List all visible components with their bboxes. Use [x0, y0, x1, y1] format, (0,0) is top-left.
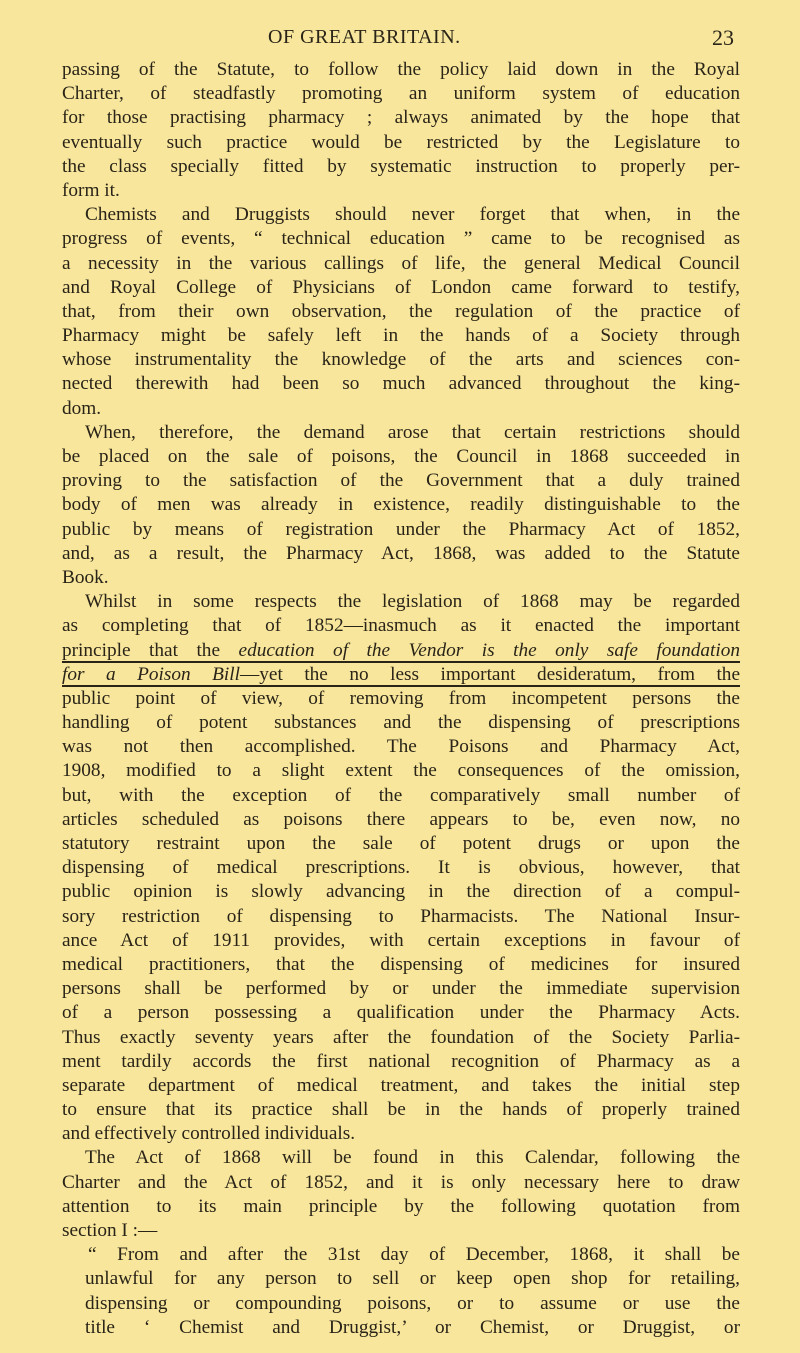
text-line: public by means of registration under the Pharmacy Act of 1852,: [62, 518, 740, 540]
text-segment: —yet the no less important desideratum, from the: [240, 663, 740, 685]
text-line: When, therefore, the demand arose that certain restrictions should: [85, 421, 740, 443]
text-line: body of men was already in existence, readily distinguishable to the: [62, 494, 740, 516]
body-text: [62, 58, 740, 1340]
text-line: Whilst in some respects the legislation of 1868 may be regarded: [85, 591, 740, 613]
text-line: public point of view, of removing from incompetent persons the: [62, 687, 740, 709]
text-line: was not then accomplished. The Poisons and Pharmacy Act,: [62, 736, 740, 758]
text-line: 1908, modified to a slight extent the consequences of the omission,: [62, 760, 740, 782]
text-line: The Act of 1868 will be found in this Calendar, following the: [85, 1147, 740, 1169]
text-line: “ From and after the 31st day of December, 1868, it shall be: [88, 1244, 740, 1266]
text-line: be placed on the sale of poisons, the Council in 1868 succeeded in: [62, 446, 740, 467]
text-line: whose instrumentality the knowledge of the arts and sciences con-: [62, 349, 740, 371]
text-line: nected therewith had been so much advanced throughout the king-: [62, 373, 740, 395]
text-line: persons shall be performed by or under the immediate supervision: [62, 978, 740, 1000]
text-line: Pharmacy might be safely left in the hands of a Society through: [62, 325, 740, 347]
text-segment: principle that the: [62, 639, 239, 661]
paragraph: [62, 58, 740, 203]
text-line: public opinion is slowly advancing in the direction of a compul-: [62, 881, 740, 903]
text-line: the class specially fitted by systematic instruction to properly per-: [62, 155, 740, 177]
text-line: [62, 639, 740, 663]
page-number: 23: [712, 25, 734, 50]
text-line: Book.: [62, 566, 109, 588]
text-line: ance Act of 1911 provides, with certain exceptions in favour of: [62, 929, 740, 951]
text-line: dom.: [62, 397, 102, 419]
text-line: Charter and the Act of 1852, and it is only necessary here to draw: [62, 1171, 740, 1193]
text-line: unlawful for any person to sell or keep open shop for retailing,: [85, 1268, 740, 1290]
text-line: passing of the Statute, to follow the policy laid down in the Royal: [62, 59, 740, 80]
text-line: form it.: [62, 179, 120, 201]
text-line: a necessity in the various callings of life, the general Medical Council: [62, 252, 740, 274]
paragraph: [62, 590, 740, 1146]
paragraph: [62, 203, 740, 421]
text-line: Chemists and Druggists should never forget that when, in the: [85, 204, 740, 226]
text-line: for those practising pharmacy ; always animated by the hope that: [62, 107, 740, 129]
text-line: handling of potent substances and the dispensing of prescriptions: [62, 712, 740, 734]
text-line: and Royal College of Physicians of London came forward to testify,: [62, 276, 740, 298]
text-line: title ‘ Chemist and Druggist,’ or Chemist, or Druggist, or: [85, 1316, 740, 1338]
text-line: Thus exactly seventy years after the foundation of the Society Parlia-: [62, 1026, 740, 1048]
paragraph: [62, 421, 740, 590]
emphasized-text: for a Poison Bill: [62, 663, 240, 685]
text-line: proving to the satisfaction of the Government that a duly trained: [62, 470, 740, 492]
text-line: and effectively controlled individuals.: [62, 1123, 356, 1145]
text-line: eventually such practice would be restricted by the Legislature to: [62, 131, 740, 153]
running-title: OF GREAT BRITAIN.: [268, 26, 461, 48]
text-line: progress of events, “ technical education ” came to be recognised as: [62, 228, 740, 250]
text-line: dispensing or compounding poisons, or to assume or use the: [85, 1292, 740, 1314]
text-line: ment tardily accords the first national recognition of Pharmacy as a: [62, 1050, 740, 1072]
text-line: medical practitioners, that the dispensing of medicines for insured: [62, 953, 740, 975]
block-quote: [62, 1243, 740, 1340]
text-line: articles scheduled as poisons there appears to be, even now, no: [62, 808, 740, 830]
emphasized-text: education of the Vendor is the only safe foundation: [238, 639, 740, 661]
text-line: separate department of medical treatment, and takes the initial step: [62, 1074, 740, 1096]
paragraph: [62, 1146, 740, 1243]
text-line: statutory restraint upon the sale of potent drugs or upon the: [62, 833, 740, 854]
text-line: dispensing of medical prescriptions. It is obvious, however, that: [62, 857, 740, 879]
text-line: of a person possessing a qualification under the Pharmacy Acts.: [62, 1002, 740, 1024]
text-line: but, with the exception of the comparatively small number of: [62, 784, 740, 806]
text-line: Charter, of steadfastly promoting an uniform system of education: [62, 83, 740, 105]
page-header: [0, 26, 800, 52]
text-line: to ensure that its practice shall be in the hands of properly trained: [62, 1099, 740, 1121]
text-line: sory restriction of dispensing to Pharmacists. The National Insur-: [62, 905, 740, 927]
text-line: section I :—: [62, 1220, 158, 1241]
text-line: attention to its main principle by the following quotation from: [62, 1195, 740, 1217]
text-line: [62, 663, 740, 687]
text-line: that, from their own observation, the regulation of the practice of: [62, 300, 740, 322]
text-line: as completing that of 1852—inasmuch as it enacted the important: [62, 615, 740, 637]
text-line: and, as a result, the Pharmacy Act, 1868, was added to the Statute: [62, 542, 740, 564]
